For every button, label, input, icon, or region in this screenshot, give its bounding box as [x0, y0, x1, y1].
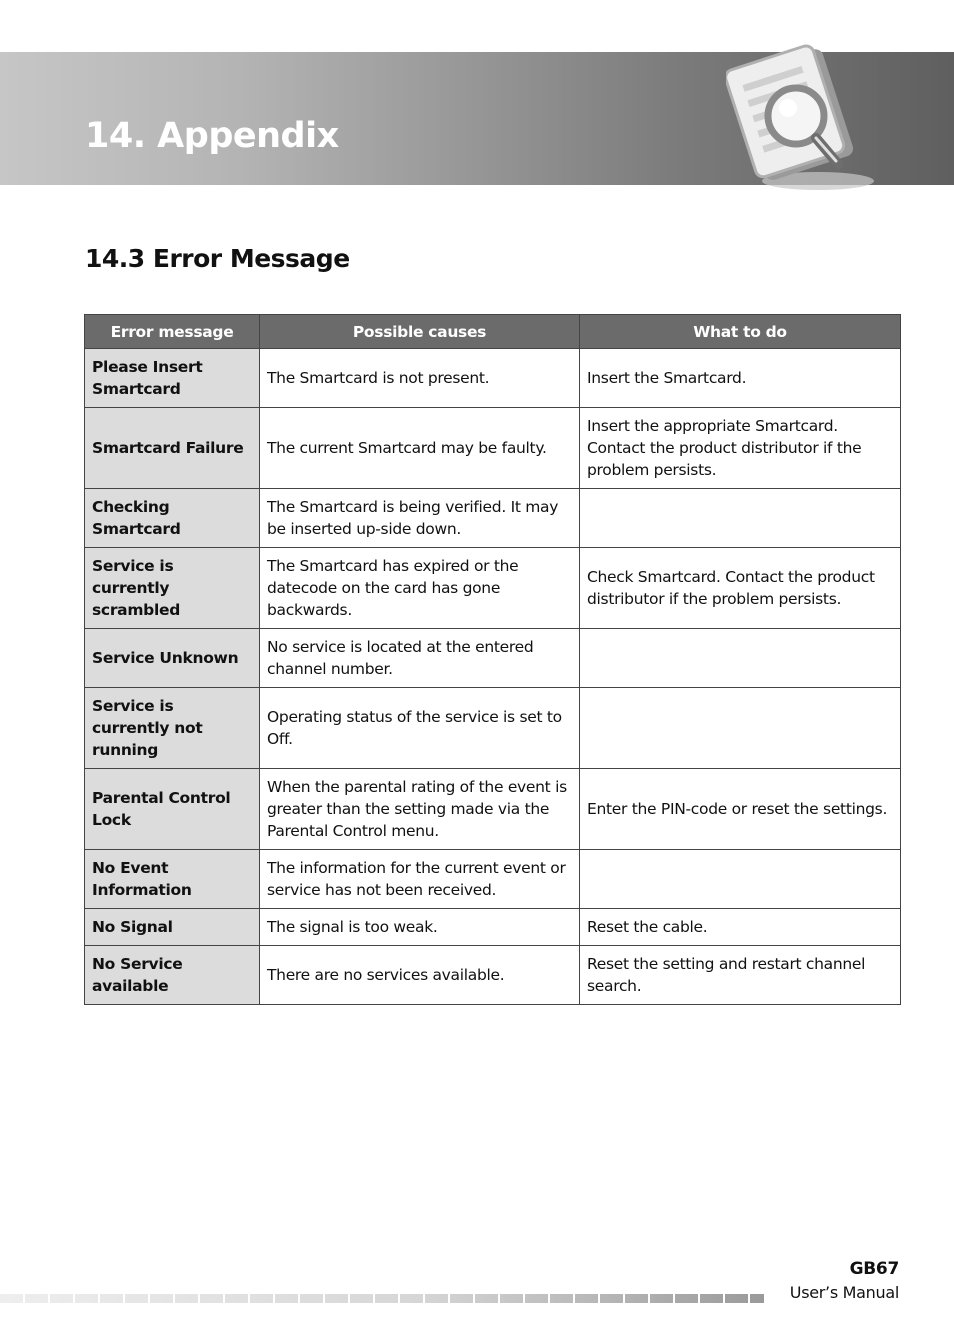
table-row: [85, 349, 901, 408]
footer-decorative-bar: [0, 1294, 764, 1303]
column-header: Possible causes: [260, 315, 580, 349]
error-message-cell: Service is currently scrambled: [85, 548, 260, 629]
possible-cause-cell: The Smartcard has expired or the datecode on the card has gone backwards.: [260, 548, 580, 629]
table-row: [85, 548, 901, 629]
possible-cause-cell: The information for the current event or service has not been received.: [260, 850, 580, 909]
what-to-do-cell: [580, 688, 901, 769]
error-message-cell: Smartcard Failure: [85, 408, 260, 489]
possible-cause-cell: The Smartcard is being verified. It may be inserted up-side down.: [260, 489, 580, 548]
table-row: [85, 629, 901, 688]
error-message-cell: Service Unknown: [85, 629, 260, 688]
error-message-cell: Parental Control Lock: [85, 769, 260, 850]
possible-cause-cell: The signal is too weak.: [260, 909, 580, 946]
table-header-row: [85, 315, 901, 349]
table-row: [85, 408, 901, 489]
chapter-title: 14. Appendix: [85, 116, 339, 156]
column-header: Error message: [85, 315, 260, 349]
what-to-do-cell: Reset the setting and restart channel search.: [580, 946, 901, 1005]
error-message-cell: No Service available: [85, 946, 260, 1005]
possible-cause-cell: No service is located at the entered channel number.: [260, 629, 580, 688]
error-message-cell: No Event Information: [85, 850, 260, 909]
table-row: [85, 769, 901, 850]
error-message-table: [84, 314, 901, 1005]
table-row: [85, 688, 901, 769]
section-title: 14.3 Error Message: [85, 244, 350, 273]
column-header: What to do: [580, 315, 901, 349]
page-code: GB67: [849, 1259, 899, 1279]
what-to-do-cell: Check Smartcard. Contact the product distributor if the problem persists.: [580, 548, 901, 629]
possible-cause-cell: Operating status of the service is set to Off.: [260, 688, 580, 769]
error-message-cell: Checking Smartcard: [85, 489, 260, 548]
what-to-do-cell: [580, 850, 901, 909]
table-row: [85, 909, 901, 946]
what-to-do-cell: [580, 489, 901, 548]
document-magnifier-icon: [726, 44, 876, 192]
table-row: [85, 850, 901, 909]
table-row: [85, 946, 901, 1005]
possible-cause-cell: The Smartcard is not present.: [260, 349, 580, 408]
possible-cause-cell: The current Smartcard may be faulty.: [260, 408, 580, 489]
possible-cause-cell: There are no services available.: [260, 946, 580, 1005]
what-to-do-cell: Insert the appropriate Smartcard. Contact the product distributor if the problem persists.: [580, 408, 901, 489]
possible-cause-cell: When the parental rating of the event is greater than the setting made via the Parental Control menu.: [260, 769, 580, 850]
what-to-do-cell: Enter the PIN-code or reset the settings.: [580, 769, 901, 850]
what-to-do-cell: Reset the cable.: [580, 909, 901, 946]
what-to-do-cell: [580, 629, 901, 688]
error-message-cell: Please Insert Smartcard: [85, 349, 260, 408]
error-message-cell: Service is currently not running: [85, 688, 260, 769]
chapter-banner: [0, 52, 954, 185]
what-to-do-cell: Insert the Smartcard.: [580, 349, 901, 408]
error-message-cell: No Signal: [85, 909, 260, 946]
table-row: [85, 489, 901, 548]
manual-label: User’s Manual: [789, 1283, 899, 1302]
